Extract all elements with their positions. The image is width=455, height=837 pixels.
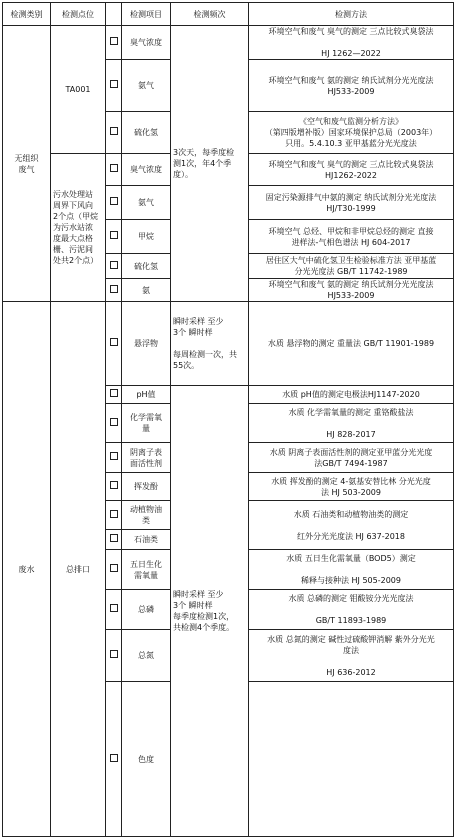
checkbox[interactable] xyxy=(110,164,118,172)
checkbox[interactable] xyxy=(110,389,118,397)
checkbox[interactable] xyxy=(110,127,118,135)
method-cell: 水质 pH值的测定电极法HJ1147-2020 xyxy=(249,386,454,404)
gas-category: 无组织 废气 xyxy=(3,26,51,302)
checkbox[interactable] xyxy=(110,534,118,542)
method-cell: 水质 挥发酚的测定 4-氨基安替比林 分光光度 法 HJ 503-2009 xyxy=(249,473,454,501)
checkbox[interactable] xyxy=(110,510,118,518)
item-cell: 阴离子表 面活性剂 xyxy=(122,443,171,473)
method-cell: 水质 石油类和动植物油类的测定 红外分光光度法 HJ 637-2018 xyxy=(249,501,454,550)
method-cell: 水质 总氮的测定 碱性过硫酸钾消解 紫外分光光 度法 HJ 636-2012 xyxy=(249,630,454,682)
monitoring-table xyxy=(2,2,454,837)
water-frequency-quarterly: 瞬时采样 至少 3个 瞬时样 每季度检测1次， 共检测4个季度。 xyxy=(171,386,249,837)
item-cell: 五日生化 需氧量 xyxy=(122,550,171,590)
checkbox[interactable] xyxy=(110,285,118,293)
method-cell: 居住区大气中硫化氢卫生检验标准方法 亚甲基蓝 分光光度法 GB/T 11742-1989 xyxy=(249,254,454,279)
method-cell: 《空气和废气监测分析方法》 （第四版增补版）国家环境保护总局（2003年） 只用。5.4.10.3 亚甲基蓝分光光度法 xyxy=(249,112,454,154)
method-cell: 环境空气和废气 臭气的测定 三点比较式臭袋法 HJ 1262—2022 xyxy=(249,26,454,60)
checkbox[interactable] xyxy=(110,418,118,426)
header-method: 检测方法 xyxy=(249,3,454,26)
checkbox[interactable] xyxy=(110,754,118,762)
item-cell: 臭气浓度 xyxy=(122,154,171,186)
method-cell: 水质 阴离子表面活性剂的测定亚甲蓝分光光度 法GB/T 7494-1987 xyxy=(249,443,454,473)
item-cell: 甲烷 xyxy=(122,220,171,254)
checkbox[interactable] xyxy=(110,604,118,612)
blank-frequency-cell xyxy=(249,682,454,837)
item-cell: 化学需氧 量 xyxy=(122,404,171,443)
checkbox[interactable] xyxy=(110,231,118,239)
checkbox[interactable] xyxy=(110,564,118,572)
item-cell: 氨气 xyxy=(122,186,171,220)
table-row xyxy=(3,302,454,386)
item-cell: 硫化氢 xyxy=(122,112,171,154)
method-cell: 环境空气和废气 臭气的测定 三点比较式臭袋法 HJ1262-2022 xyxy=(249,154,454,186)
gas-frequency: 3次天，每季度检 测1次，年4个季 度）。 xyxy=(171,26,249,302)
header-category: 检测类别 xyxy=(3,3,51,26)
method-cell: 水质 悬浮物的测定 重量法 GB/T 11901-1989 xyxy=(249,302,454,386)
method-cell: 水质 五日生化需氧量（BOD5）测定 稀释与接种法 HJ 505-2009 xyxy=(249,550,454,590)
water-frequency-weekly: 瞬时采样 至少 3个 瞬时样 每周检测一次，共 55次。 xyxy=(171,302,249,386)
item-cell: 总磷 xyxy=(122,590,171,630)
checkbox[interactable] xyxy=(110,80,118,88)
header-frequency: 检测频次 xyxy=(171,3,249,26)
item-cell: pH值 xyxy=(122,386,171,404)
checkbox[interactable] xyxy=(110,452,118,460)
gas-point-ta001: TA001 xyxy=(51,26,106,154)
item-cell: 氨 xyxy=(122,279,171,302)
item-cell: 总氮 xyxy=(122,630,171,682)
checkbox[interactable] xyxy=(110,261,118,269)
water-category: 废水 xyxy=(3,302,51,837)
item-cell: 氨气 xyxy=(122,60,171,112)
header-item: 检测项目 xyxy=(122,3,171,26)
item-cell: 挥发酚 xyxy=(122,473,171,501)
item-cell: 动植物油 类 xyxy=(122,501,171,530)
method-cell: 水质 总磷的测定 钼酸铵分光光度法 GB/T 11893-1989 xyxy=(249,590,454,630)
method-cell: 环境空气和废气 氨的测定 纳氏试剂分光光度法 HJ533-2009 xyxy=(249,60,454,112)
checkbox[interactable] xyxy=(110,650,118,658)
header-point: 检测点位 xyxy=(51,3,106,26)
header-row xyxy=(3,3,454,26)
header-blank xyxy=(106,3,122,26)
item-cell: 硫化氢 xyxy=(122,254,171,279)
water-point: 总排口 xyxy=(51,302,106,837)
item-cell: 色度 xyxy=(122,682,171,837)
method-cell: 固定污染源排气中氨的测定 纳氏试剂分光光度法 HJ/T30-1999 xyxy=(249,186,454,220)
method-cell: 环境空气和废气 氨的测定 纳氏试剂分光光度法 HJ533-2009 xyxy=(249,279,454,302)
checkbox[interactable] xyxy=(110,338,118,346)
method-cell: 环境空气 总烃、甲烷和非甲烷总烃的测定 直接 进样法-气相色谱法 HJ 604-2017 xyxy=(249,220,454,254)
table-row xyxy=(3,26,454,60)
checkbox[interactable] xyxy=(110,197,118,205)
item-cell: 悬浮物 xyxy=(122,302,171,386)
item-cell: 石油类 xyxy=(122,530,171,550)
checkbox[interactable] xyxy=(110,37,118,45)
method-cell: 水质 化学需氧量的测定 重铬酸盐法 HJ 828-2017 xyxy=(249,404,454,443)
item-cell: 臭气浓度 xyxy=(122,26,171,60)
checkbox[interactable] xyxy=(110,481,118,489)
gas-point-perimeter: 污水处理站 周界下风向 2个点（甲烷 为污水站浓 度最大点格 栅、污泥间 处共2个点） xyxy=(51,154,106,302)
